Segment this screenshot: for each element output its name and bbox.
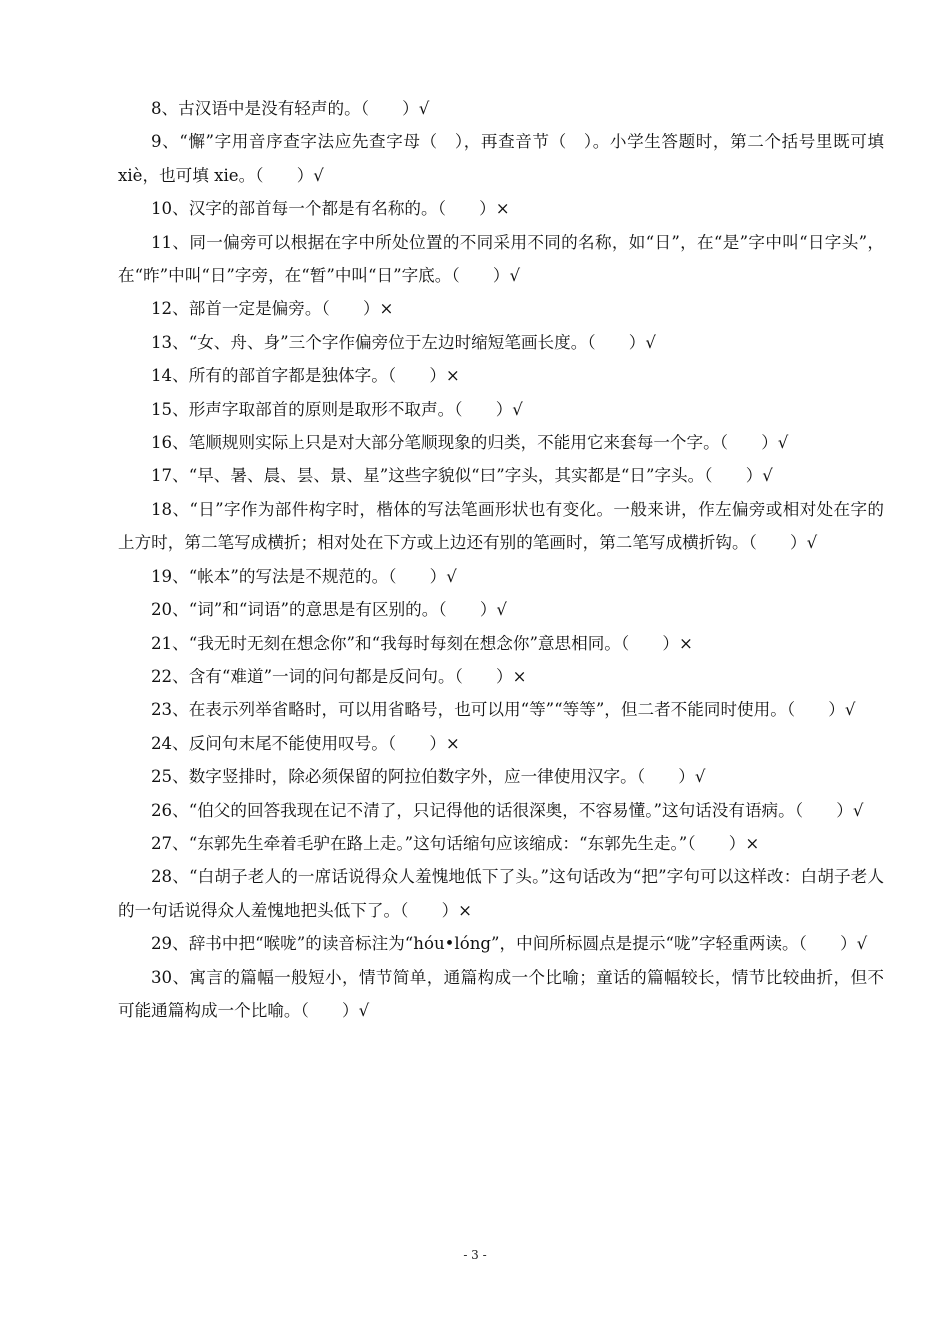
question-item: 15、形声字取部首的原则是取形不取声。（ ）√ xyxy=(151,399,523,419)
question-item: 24、反问句末尾不能使用叹号。（ ）× xyxy=(151,733,460,753)
question-item: 22、含有“难道”一词的问句都是反问句。（ ）× xyxy=(151,666,527,686)
question-item: 14、所有的部首字都是独体字。（ ）× xyxy=(151,366,460,386)
question-list xyxy=(118,92,884,1027)
question-item: 25、数字竖排时，除必须保留的阿拉伯数字外，应一律使用汉字。（ ）√ xyxy=(151,767,706,787)
question-item: 21、“我无时无刻在想念你”和“我每时每刻在想念你”意思相同。（ ）× xyxy=(151,633,693,653)
question-item: 30、寓言的篇幅一般短小，情节简单，通篇构成一个比喻；童话的篇幅较长，情节比较曲折，但不可能通篇构成一个比喻。（ ）√ xyxy=(118,967,884,1020)
question-item: 9、“懈”字用音序查字法应先查字母（ ），再查音节（ ）。小学生答题时，第二个括号里既可填 xiè，也可填 xie。（ ）√ xyxy=(118,132,884,185)
question-item: 17、“早、暑、晨、昙、景、星”这些字貌似“曰”字头，其实都是“日”字头。（ ）√ xyxy=(151,466,773,486)
question-item: 10、汉字的部首每一个都是有名称的。（ ）× xyxy=(151,199,510,219)
question-item: 29、辞书中把“喉咙”的读音标注为“hóu•lóng”，中间所标圆点是提示“咙”字轻重两读。（ ）√ xyxy=(151,934,868,954)
page-number: - 3 - xyxy=(463,1248,487,1262)
question-item: 26、“伯父的回答我现在记不清了，只记得他的话很深奥，不容易懂。”这句话没有语病。（ ）√ xyxy=(151,800,864,820)
question-item: 18、“日”字作为部件构字时，楷体的写法笔画形状也有变化。一般来讲，作左偏旁或相对处在字的上方时，第二笔写成横折；相对处在下方或上边还有别的笔画时，第二笔写成横折钩。（ ）√ xyxy=(118,499,884,553)
question-item: 16、笔顺规则实际上只是对大部分笔顺现象的归类，不能用它来套每一个字。（ ）√ xyxy=(151,433,789,453)
question-item: 28、“白胡子老人的一席话说得众人羞愧地低下了头。”这句话改为“把”字句可以这样改：白胡子老人的一句话说得众人羞愧地把头低下了。（ ）× xyxy=(118,867,884,920)
question-item: 27、“东郭先生牵着毛驴在路上走。”这句话缩句应该缩成：“东郭先生走。”（ ）× xyxy=(151,833,760,853)
question-item: 12、部首一定是偏旁。（ ）× xyxy=(151,299,394,319)
question-item: 19、“帐本”的写法是不规范的。（ ）√ xyxy=(151,566,457,586)
question-item: 11、同一偏旁可以根据在字中所处位置的不同采用不同的名称，如“日”，在“是”字中叫“日字头”，在“昨”中叫“日”字旁，在“暂”中叫“日”字底。（ ）√ xyxy=(118,232,884,286)
question-item: 23、在表示列举省略时，可以用省略号，也可以用“等”“等等”，但二者不能同时使用。（ ）√ xyxy=(151,700,856,720)
question-item: 8、古汉语中是没有轻声的。（ ）√ xyxy=(151,99,430,118)
question-item: 13、“女、舟、身”三个字作偏旁位于左边时缩短笔画长度。（ ）√ xyxy=(151,332,656,352)
question-item: 20、“词”和“词语”的意思是有区别的。（ ）√ xyxy=(151,600,508,620)
